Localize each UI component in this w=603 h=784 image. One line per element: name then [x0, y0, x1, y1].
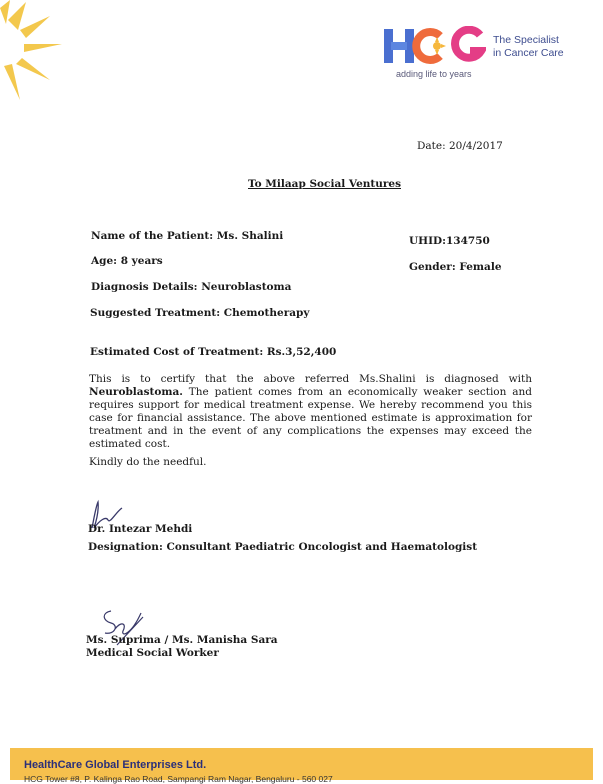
specialist-line-1: The Specialist [493, 34, 559, 46]
uhid: UHID:134750 [409, 235, 490, 247]
doctor-name: Dr. Intezar Mehdi [88, 523, 193, 535]
diagnosis-details: Diagnosis Details: Neuroblastoma [91, 281, 292, 293]
hcg-logo [382, 26, 572, 82]
patient-gender: Gender: Female [409, 261, 502, 273]
logo-specialist-text [493, 34, 575, 60]
footer-band [10, 748, 593, 784]
logo-tagline: adding life to years [396, 69, 472, 79]
body-diagnosis-bold: Neuroblastoma. [89, 386, 183, 398]
sun-graphic [0, 0, 70, 110]
social-workers: Ms. Suprima / Ms. Manisha Sara [86, 634, 278, 646]
social-worker-title: Medical Social Worker [86, 647, 219, 659]
closing-line: Kindly do the needful. [89, 456, 207, 468]
patient-age: Age: 8 years [91, 255, 163, 267]
doctor-designation: Designation: Consultant Paediatric Oncologist and Haematologist [88, 541, 478, 553]
body-text-post: The patient comes from an economically weaker section and requires support for medical treatment expense. We hereby recommend you this case for financial assistance. The above mentioned estimate is approximation for treatment and in the event of any complications the expenses may exceed the estimated cost. [89, 386, 532, 450]
letter-date: Date: 20/4/2017 [417, 140, 503, 152]
certification-paragraph [89, 373, 532, 451]
hcg-logo-mark [382, 26, 486, 68]
footer-company: HealthCare Global Enterprises Ltd. [24, 759, 207, 771]
patient-name: Name of the Patient: Ms. Shalini [91, 230, 284, 242]
body-text-pre: This is to certify that the above referred Ms.Shalini is diagnosed with [89, 373, 532, 385]
specialist-line-2: in Cancer Care [493, 47, 564, 59]
suggested-treatment: Suggested Treatment: Chemotherapy [90, 307, 310, 319]
recipient: To Milaap Social Ventures [248, 178, 401, 190]
footer-address: HCG Tower #8, P. Kalinga Rao Road, Sampangi Ram Nagar, Bengaluru - 560 027 [24, 774, 333, 784]
estimated-cost: Estimated Cost of Treatment: Rs.3,52,400 [90, 346, 337, 358]
